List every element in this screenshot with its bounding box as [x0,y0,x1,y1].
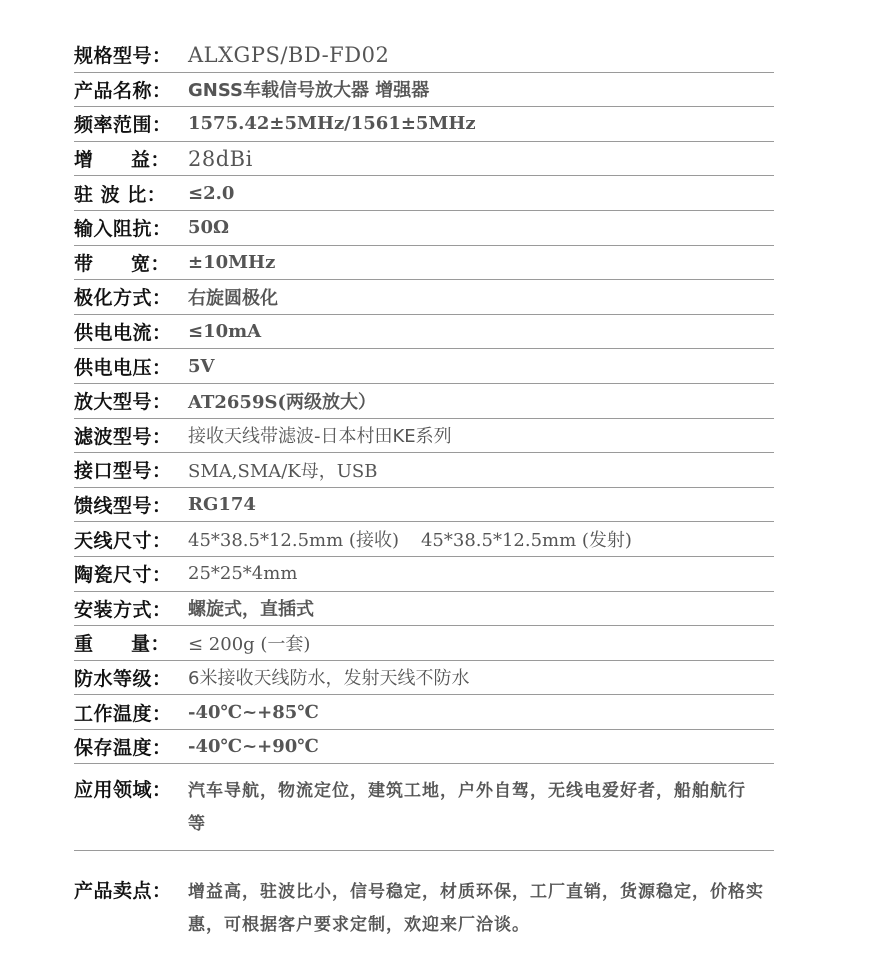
spec-value: 28dBi [188,146,253,171]
spec-label: 防水等级： [74,667,172,690]
spec-row-bandwidth [74,246,774,281]
spec-label: 极化方式： [74,287,172,310]
spec-label: 馈线型号： [74,495,172,518]
spec-label: 规格型号： [74,45,172,68]
spec-label: 产品卖点： [74,880,172,903]
spec-row-vswr [74,176,774,211]
spec-row-antenna-size [74,522,774,557]
spec-label: 输入阻抗： [74,218,172,241]
spec-label-part: 带 [74,252,94,275]
spec-label: 供电电压： [74,356,172,379]
spec-row-storage-temperature [74,730,774,765]
spec-value-receive: 45*38.5*12.5mm (接收) [188,530,399,552]
spec-label: 产品名称： [74,79,172,102]
spec-value: 6米接收天线防水，发射天线不防水 [188,668,470,690]
spec-row-gain [74,142,774,177]
spec-row-connector [74,453,774,488]
spec-label: 陶瓷尺寸： [74,564,172,587]
spec-value: 5V [188,355,215,377]
spec-value: ≤ 200g (一套) [188,633,311,655]
spec-row-weight [74,626,774,661]
spec-value: 25*25*4mm [188,563,298,585]
spec-row-ceramic-size [74,557,774,592]
spec-value: RG174 [188,494,256,516]
spec-label [74,629,170,656]
spec-value: 50Ω [188,217,230,239]
spec-label: 滤波型号： [74,425,172,448]
spec-row-impedance [74,211,774,246]
spec-value: -40℃~+85℃ [188,701,319,723]
spec-label-part: 宽： [130,252,170,275]
spec-label: 安装方式： [74,598,172,621]
spec-value: 增益高，驻波比小，信号稳定，材质环保，工厂直销，货源稳定，价格实惠，可根据客户要求定制，欢迎来厂洽谈。 [188,882,764,936]
spec-label [74,145,170,172]
spec-label: 供电电流： [74,322,172,345]
spec-sheet [74,38,774,951]
spec-value: ≤10mA [188,321,262,343]
spec-label: 驻 波 比： [74,183,167,206]
spec-label [74,249,170,276]
spec-row-work-temperature [74,695,774,730]
spec-value: AT2659S(两级放大） [188,391,376,413]
spec-value-transmit: 45*38.5*12.5mm (发射) [420,530,632,552]
spec-label-part: 增 [74,149,94,172]
spec-label: 接口型号： [74,460,172,483]
spec-value: SMA,SMA/K母，USB [188,460,378,482]
spec-value: 汽车导航，物流定位，建筑工地，户外自驾，无线电爱好者，船舶航行等 [188,781,746,835]
spec-label-part: 益： [130,149,170,172]
spec-value: 螺旋式，直插式 [188,599,314,621]
spec-label: 工作温度： [74,702,172,725]
spec-row-install [74,592,774,627]
spec-value: 右旋圆极化 [188,287,278,309]
spec-value: GNSS车载信号放大器 增强器 [188,80,430,102]
spec-row-frequency [74,107,774,142]
spec-row-current [74,315,774,350]
spec-row-amplifier [74,384,774,419]
spec-row-feeder [74,488,774,523]
spec-label-part: 重 [74,633,94,656]
spec-label: 放大型号： [74,391,172,414]
spec-row-name [74,73,774,108]
spec-row-polarization [74,280,774,315]
spec-value: 接收天线带滤波-日本村田KE系列 [188,426,452,448]
spec-label: 应用领域： [74,779,172,802]
spec-value: 1575.42±5MHz/1561±5MHz [188,113,476,135]
spec-value: ±10MHz [188,251,276,273]
spec-value: ≤2.0 [188,182,235,204]
spec-value: -40℃~+90℃ [188,736,319,758]
spec-label-part: 量： [130,633,170,656]
spec-value: ALXGPS/BD-FD02 [188,42,390,67]
spec-label: 保存温度： [74,737,172,760]
spec-row-model [74,38,774,73]
spec-row-voltage [74,349,774,384]
spec-row-filter [74,419,774,454]
spec-row-selling-points [74,865,774,951]
spec-label: 频率范围： [74,114,172,137]
spec-row-waterproof [74,661,774,696]
spec-label: 天线尺寸： [74,529,172,552]
spec-row-application [74,764,774,851]
